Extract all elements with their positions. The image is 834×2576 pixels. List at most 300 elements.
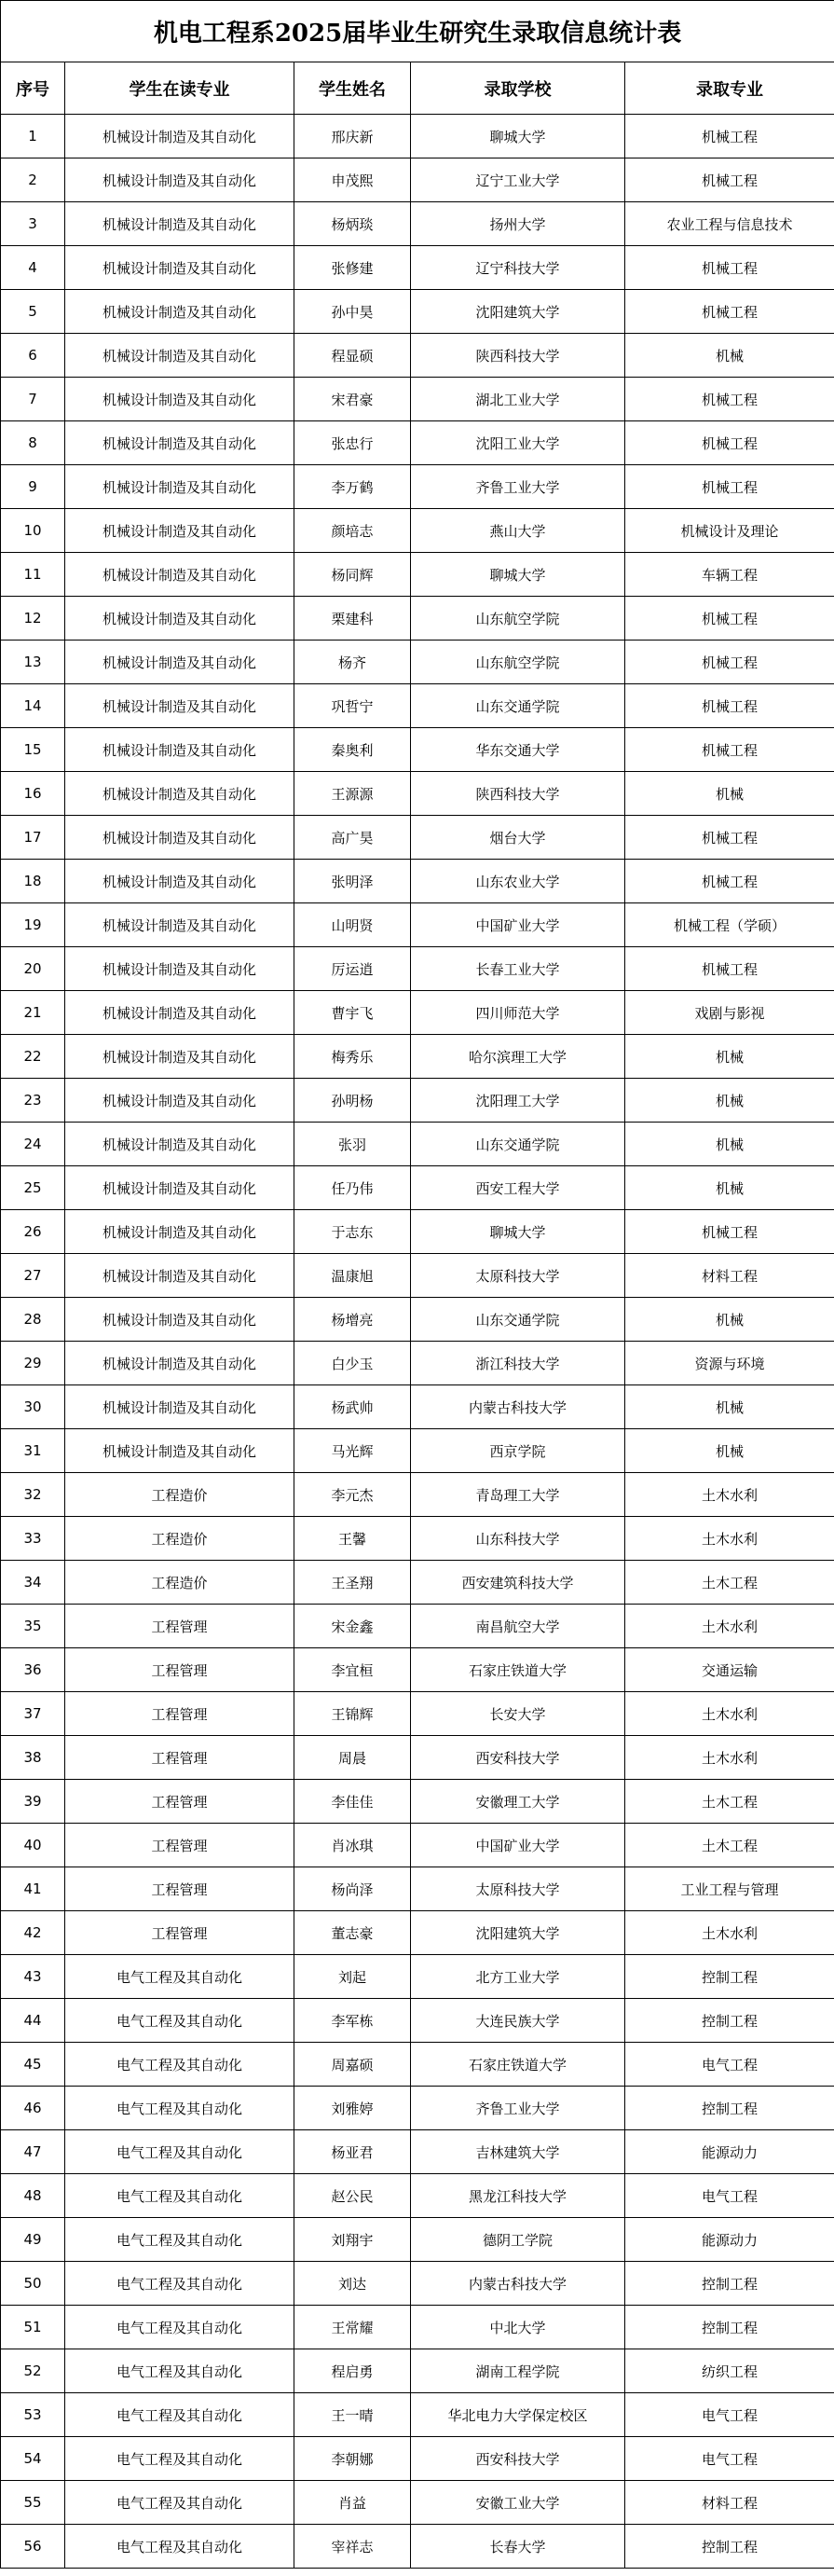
cell-student-name: 李宜桓 [294,1648,411,1692]
table-title: 机电工程系2025届毕业生研究生录取信息统计表 [1,1,834,62]
cell-major: 工程造价 [65,1517,294,1561]
cell-major: 机械设计制造及其自动化 [65,1254,294,1298]
header-major: 学生在读专业 [65,62,294,115]
cell-index: 49 [1,2218,65,2262]
cell-admitted-major: 戏剧与影视 [625,991,834,1035]
cell-admitted-school: 太原科技大学 [411,1867,625,1911]
cell-admitted-major: 土木工程 [625,1824,834,1867]
cell-index: 9 [1,465,65,509]
table-row [1,1210,834,1254]
table-row [1,2174,834,2218]
cell-admitted-school: 华东交通大学 [411,728,625,772]
cell-admitted-major: 机械工程 [625,378,834,421]
table-row [1,1736,834,1780]
cell-index: 44 [1,1999,65,2043]
cell-admitted-major: 机械 [625,334,834,378]
table-row [1,465,834,509]
cell-major: 机械设计制造及其自动化 [65,1210,294,1254]
cell-admitted-school: 山东交通学院 [411,684,625,728]
cell-admitted-school: 烟台大学 [411,816,625,860]
cell-student-name: 李万鹤 [294,465,411,509]
cell-admitted-major: 控制工程 [625,2525,834,2569]
cell-student-name: 刘雅婷 [294,2087,411,2130]
cell-student-name: 王锦辉 [294,1692,411,1736]
table-row [1,991,834,1035]
cell-major: 机械设计制造及其自动化 [65,947,294,991]
table-row [1,2437,834,2481]
cell-student-name: 肖冰琪 [294,1824,411,1867]
cell-admitted-major: 机械 [625,1035,834,1079]
cell-index: 33 [1,1517,65,1561]
cell-admitted-school: 中北大学 [411,2306,625,2349]
cell-major: 电气工程及其自动化 [65,2481,294,2525]
cell-major: 电气工程及其自动化 [65,1955,294,1999]
cell-index: 55 [1,2481,65,2525]
table-row [1,947,834,991]
table-row [1,202,834,246]
cell-admitted-school: 聊城大学 [411,553,625,597]
cell-major: 机械设计制造及其自动化 [65,378,294,421]
cell-student-name: 宋金鑫 [294,1605,411,1648]
cell-index: 6 [1,334,65,378]
cell-admitted-school: 安徽工业大学 [411,2481,625,2525]
cell-student-name: 栗建科 [294,597,411,641]
cell-admitted-major: 控制工程 [625,1955,834,1999]
cell-admitted-major: 控制工程 [625,2087,834,2130]
cell-admitted-major: 机械 [625,1123,834,1166]
cell-index: 12 [1,597,65,641]
cell-major: 电气工程及其自动化 [65,2130,294,2174]
cell-index: 31 [1,1429,65,1473]
cell-admitted-school: 西安建筑科技大学 [411,1561,625,1605]
cell-index: 30 [1,1385,65,1429]
cell-index: 28 [1,1298,65,1342]
cell-student-name: 赵公民 [294,2174,411,2218]
cell-index: 8 [1,421,65,465]
cell-index: 21 [1,991,65,1035]
cell-admitted-school: 中国矿业大学 [411,1824,625,1867]
cell-index: 29 [1,1342,65,1385]
cell-student-name: 邢庆新 [294,115,411,158]
cell-admitted-school: 长春大学 [411,2525,625,2569]
header-student-name: 学生姓名 [294,62,411,115]
cell-student-name: 杨尚泽 [294,1867,411,1911]
cell-admitted-school: 聊城大学 [411,1210,625,1254]
cell-major: 机械设计制造及其自动化 [65,1123,294,1166]
cell-student-name: 宋君豪 [294,378,411,421]
cell-admitted-major: 机械 [625,1166,834,1210]
cell-student-name: 李佳佳 [294,1780,411,1824]
cell-index: 52 [1,2349,65,2393]
cell-admitted-school: 安徽理工大学 [411,1780,625,1824]
cell-admitted-school: 齐鲁工业大学 [411,2087,625,2130]
cell-major: 机械设计制造及其自动化 [65,641,294,684]
cell-major: 机械设计制造及其自动化 [65,816,294,860]
cell-admitted-major: 机械工程（学硕） [625,903,834,947]
header-index: 序号 [1,62,65,115]
cell-admitted-school: 湖南工程学院 [411,2349,625,2393]
cell-student-name: 李朝娜 [294,2437,411,2481]
cell-major: 机械设计制造及其自动化 [65,684,294,728]
cell-student-name: 秦奥利 [294,728,411,772]
cell-index: 38 [1,1736,65,1780]
cell-major: 机械设计制造及其自动化 [65,1342,294,1385]
cell-student-name: 温康旭 [294,1254,411,1298]
cell-major: 机械设计制造及其自动化 [65,728,294,772]
cell-student-name: 高广昊 [294,816,411,860]
cell-student-name: 刘起 [294,1955,411,1999]
table-row [1,1867,834,1911]
cell-admitted-school: 哈尔滨理工大学 [411,1035,625,1079]
cell-index: 1 [1,115,65,158]
cell-major: 机械设计制造及其自动化 [65,1385,294,1429]
cell-admitted-major: 车辆工程 [625,553,834,597]
table-row [1,2349,834,2393]
cell-student-name: 马光辉 [294,1429,411,1473]
cell-index: 56 [1,2525,65,2569]
cell-admitted-school: 山东科技大学 [411,1517,625,1561]
table-row [1,158,834,202]
cell-admitted-school: 沈阳工业大学 [411,421,625,465]
cell-student-name: 肖益 [294,2481,411,2525]
cell-student-name: 王圣翔 [294,1561,411,1605]
cell-major: 电气工程及其自动化 [65,2043,294,2087]
cell-admitted-major: 机械工程 [625,115,834,158]
cell-major: 工程管理 [65,1605,294,1648]
cell-index: 10 [1,509,65,553]
cell-admitted-school: 山东航空学院 [411,597,625,641]
cell-student-name: 孙明杨 [294,1079,411,1123]
cell-admitted-school: 山东农业大学 [411,860,625,903]
cell-admitted-school: 陕西科技大学 [411,772,625,816]
table-row [1,684,834,728]
cell-major: 工程管理 [65,1692,294,1736]
cell-admitted-major: 机械工程 [625,290,834,334]
cell-admitted-major: 机械工程 [625,421,834,465]
cell-student-name: 杨亚君 [294,2130,411,2174]
table-row [1,641,834,684]
cell-index: 53 [1,2393,65,2437]
cell-major: 电气工程及其自动化 [65,2087,294,2130]
cell-index: 25 [1,1166,65,1210]
cell-index: 3 [1,202,65,246]
cell-student-name: 张明泽 [294,860,411,903]
cell-major: 机械设计制造及其自动化 [65,202,294,246]
cell-student-name: 宰祥志 [294,2525,411,2569]
cell-student-name: 巩哲宁 [294,684,411,728]
cell-student-name: 刘达 [294,2262,411,2306]
table-row [1,816,834,860]
cell-major: 机械设计制造及其自动化 [65,597,294,641]
table-row [1,1254,834,1298]
cell-admitted-school: 沈阳理工大学 [411,1079,625,1123]
cell-index: 2 [1,158,65,202]
table-row [1,334,834,378]
cell-admitted-school: 辽宁工业大学 [411,158,625,202]
cell-major: 机械设计制造及其自动化 [65,290,294,334]
header-admitted-major: 录取专业 [625,62,834,115]
cell-admitted-major: 机械工程 [625,947,834,991]
cell-major: 机械设计制造及其自动化 [65,246,294,290]
cell-admitted-major: 机械工程 [625,158,834,202]
cell-major: 机械设计制造及其自动化 [65,421,294,465]
table-row [1,903,834,947]
cell-index: 45 [1,2043,65,2087]
cell-index: 4 [1,246,65,290]
cell-major: 机械设计制造及其自动化 [65,1079,294,1123]
table-row [1,1079,834,1123]
cell-student-name: 王常耀 [294,2306,411,2349]
cell-index: 48 [1,2174,65,2218]
cell-student-name: 张忠行 [294,421,411,465]
cell-admitted-school: 聊城大学 [411,115,625,158]
cell-major: 机械设计制造及其自动化 [65,903,294,947]
cell-major: 工程管理 [65,1867,294,1911]
cell-student-name: 杨炳琰 [294,202,411,246]
cell-admitted-major: 机械工程 [625,641,834,684]
cell-admitted-major: 机械设计及理论 [625,509,834,553]
cell-admitted-school: 辽宁科技大学 [411,246,625,290]
cell-student-name: 杨武帅 [294,1385,411,1429]
cell-student-name: 孙中昊 [294,290,411,334]
cell-admitted-major: 机械工程 [625,816,834,860]
cell-student-name: 梅秀乐 [294,1035,411,1079]
cell-admitted-major: 农业工程与信息技术 [625,202,834,246]
cell-admitted-school: 南昌航空大学 [411,1605,625,1648]
cell-admitted-school: 大连民族大学 [411,1999,625,2043]
cell-index: 15 [1,728,65,772]
cell-major: 机械设计制造及其自动化 [65,772,294,816]
table-row [1,1123,834,1166]
cell-student-name: 张修建 [294,246,411,290]
table-row [1,728,834,772]
cell-admitted-major: 电气工程 [625,2437,834,2481]
cell-index: 14 [1,684,65,728]
table-row [1,1298,834,1342]
cell-admitted-school: 内蒙古科技大学 [411,1385,625,1429]
cell-index: 11 [1,553,65,597]
cell-student-name: 任乃伟 [294,1166,411,1210]
table-row [1,378,834,421]
cell-admitted-major: 交通运输 [625,1648,834,1692]
table-row [1,2087,834,2130]
cell-admitted-school: 长安大学 [411,1692,625,1736]
cell-major: 电气工程及其自动化 [65,2393,294,2437]
table-row [1,246,834,290]
cell-admitted-school: 燕山大学 [411,509,625,553]
cell-major: 机械设计制造及其自动化 [65,158,294,202]
cell-index: 16 [1,772,65,816]
cell-admitted-major: 电气工程 [625,2174,834,2218]
cell-student-name: 王馨 [294,1517,411,1561]
table-row [1,1517,834,1561]
cell-index: 37 [1,1692,65,1736]
cell-admitted-major: 电气工程 [625,2043,834,2087]
cell-index: 50 [1,2262,65,2306]
cell-student-name: 周晨 [294,1736,411,1780]
cell-index: 13 [1,641,65,684]
cell-admitted-school: 山东交通学院 [411,1298,625,1342]
cell-major: 机械设计制造及其自动化 [65,115,294,158]
cell-student-name: 杨增亮 [294,1298,411,1342]
cell-major: 电气工程及其自动化 [65,2437,294,2481]
cell-student-name: 王源源 [294,772,411,816]
cell-major: 机械设计制造及其自动化 [65,1429,294,1473]
header-admitted-school: 录取学校 [411,62,625,115]
cell-major: 机械设计制造及其自动化 [65,991,294,1035]
cell-major: 机械设计制造及其自动化 [65,509,294,553]
cell-index: 46 [1,2087,65,2130]
cell-admitted-major: 材料工程 [625,2481,834,2525]
cell-index: 36 [1,1648,65,1692]
cell-student-name: 杨同辉 [294,553,411,597]
cell-admitted-school: 沈阳建筑大学 [411,290,625,334]
cell-admitted-school: 华北电力大学保定校区 [411,2393,625,2437]
cell-major: 工程管理 [65,1648,294,1692]
cell-major: 工程管理 [65,1736,294,1780]
cell-major: 电气工程及其自动化 [65,2218,294,2262]
cell-admitted-major: 机械工程 [625,860,834,903]
cell-admitted-school: 内蒙古科技大学 [411,2262,625,2306]
cell-index: 27 [1,1254,65,1298]
cell-admitted-major: 机械 [625,1385,834,1429]
cell-index: 51 [1,2306,65,2349]
cell-admitted-major: 能源动力 [625,2130,834,2174]
cell-admitted-major: 机械工程 [625,728,834,772]
cell-admitted-major: 土木工程 [625,1561,834,1605]
cell-admitted-school: 浙江科技大学 [411,1342,625,1385]
cell-index: 40 [1,1824,65,1867]
cell-major: 工程造价 [65,1473,294,1517]
cell-major: 工程管理 [65,1824,294,1867]
table-row [1,1911,834,1955]
cell-major: 电气工程及其自动化 [65,2262,294,2306]
cell-admitted-major: 机械 [625,1079,834,1123]
cell-admitted-school: 石家庄铁道大学 [411,2043,625,2087]
cell-admitted-major: 能源动力 [625,2218,834,2262]
table-row [1,115,834,158]
cell-admitted-major: 控制工程 [625,2306,834,2349]
cell-admitted-school: 北方工业大学 [411,1955,625,1999]
cell-admitted-major: 土木水利 [625,1911,834,1955]
cell-admitted-major: 土木水利 [625,1692,834,1736]
cell-index: 5 [1,290,65,334]
table-row [1,1955,834,1999]
cell-student-name: 曹宇飞 [294,991,411,1035]
table-body [1,115,834,2569]
cell-major: 电气工程及其自动化 [65,1999,294,2043]
cell-index: 35 [1,1605,65,1648]
cell-admitted-school: 山东交通学院 [411,1123,625,1166]
cell-admitted-major: 机械工程 [625,1210,834,1254]
table-row [1,1473,834,1517]
cell-admitted-major: 土木水利 [625,1605,834,1648]
cell-index: 26 [1,1210,65,1254]
table-row [1,2306,834,2349]
cell-major: 机械设计制造及其自动化 [65,1035,294,1079]
cell-index: 39 [1,1780,65,1824]
cell-admitted-major: 机械 [625,1298,834,1342]
table-row [1,509,834,553]
cell-student-name: 山明贤 [294,903,411,947]
cell-major: 机械设计制造及其自动化 [65,465,294,509]
table-row [1,1692,834,1736]
cell-admitted-school: 太原科技大学 [411,1254,625,1298]
cell-admitted-major: 机械工程 [625,684,834,728]
cell-student-name: 董志豪 [294,1911,411,1955]
cell-admitted-school: 扬州大学 [411,202,625,246]
cell-student-name: 白少玉 [294,1342,411,1385]
cell-index: 18 [1,860,65,903]
cell-index: 54 [1,2437,65,2481]
cell-major: 工程管理 [65,1780,294,1824]
table-row [1,553,834,597]
cell-admitted-major: 土木水利 [625,1473,834,1517]
table-row [1,1780,834,1824]
cell-index: 43 [1,1955,65,1999]
cell-major: 电气工程及其自动化 [65,2174,294,2218]
cell-student-name: 刘翔宇 [294,2218,411,2262]
cell-admitted-school: 西安工程大学 [411,1166,625,1210]
cell-admitted-school: 西安科技大学 [411,1736,625,1780]
cell-admitted-major: 资源与环境 [625,1342,834,1385]
cell-index: 7 [1,378,65,421]
cell-student-name: 厉运逍 [294,947,411,991]
cell-major: 电气工程及其自动化 [65,2349,294,2393]
table-row [1,1429,834,1473]
cell-index: 23 [1,1079,65,1123]
table-row [1,1166,834,1210]
cell-admitted-major: 工业工程与管理 [625,1867,834,1911]
cell-admitted-school: 青岛理工大学 [411,1473,625,1517]
cell-index: 17 [1,816,65,860]
cell-student-name: 申茂熙 [294,158,411,202]
cell-admitted-school: 西安科技大学 [411,2437,625,2481]
cell-major: 机械设计制造及其自动化 [65,1166,294,1210]
table-row [1,860,834,903]
cell-admitted-school: 黑龙江科技大学 [411,2174,625,2218]
cell-index: 41 [1,1867,65,1911]
cell-index: 20 [1,947,65,991]
cell-major: 机械设计制造及其自动化 [65,860,294,903]
cell-student-name: 王一晴 [294,2393,411,2437]
table-row [1,772,834,816]
table-row [1,1385,834,1429]
cell-admitted-major: 材料工程 [625,1254,834,1298]
cell-admitted-major: 控制工程 [625,1999,834,2043]
cell-index: 19 [1,903,65,947]
cell-admitted-school: 石家庄铁道大学 [411,1648,625,1692]
cell-admitted-major: 纺织工程 [625,2349,834,2393]
table-row [1,1605,834,1648]
table-row [1,1648,834,1692]
cell-admitted-major: 机械 [625,1429,834,1473]
table-row [1,290,834,334]
table-row [1,1561,834,1605]
cell-admitted-major: 机械 [625,772,834,816]
cell-student-name: 杨齐 [294,641,411,684]
table-row [1,1999,834,2043]
cell-admitted-major: 土木工程 [625,1780,834,1824]
cell-major: 工程管理 [65,1911,294,1955]
cell-admitted-school: 陕西科技大学 [411,334,625,378]
cell-admitted-school: 四川师范大学 [411,991,625,1035]
cell-admitted-major: 控制工程 [625,2262,834,2306]
cell-student-name: 李元杰 [294,1473,411,1517]
cell-index: 24 [1,1123,65,1166]
cell-student-name: 程显硕 [294,334,411,378]
cell-major: 机械设计制造及其自动化 [65,553,294,597]
